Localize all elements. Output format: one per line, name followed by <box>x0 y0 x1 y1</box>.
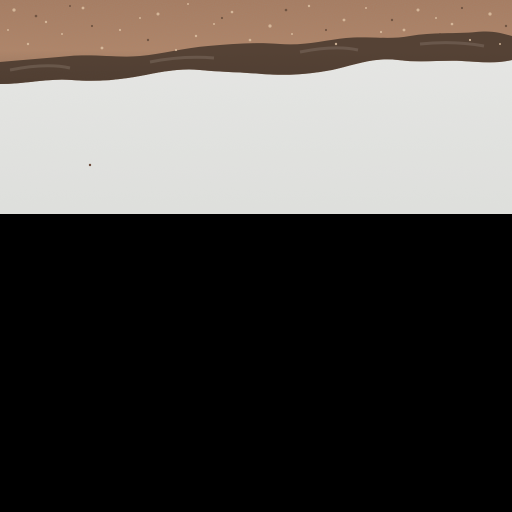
cake-slice-photo <box>0 0 512 214</box>
cake-slice-illustration <box>0 0 512 214</box>
crumb-speck <box>89 164 91 166</box>
black-empty-area <box>0 214 512 512</box>
cream-texture <box>0 60 512 214</box>
